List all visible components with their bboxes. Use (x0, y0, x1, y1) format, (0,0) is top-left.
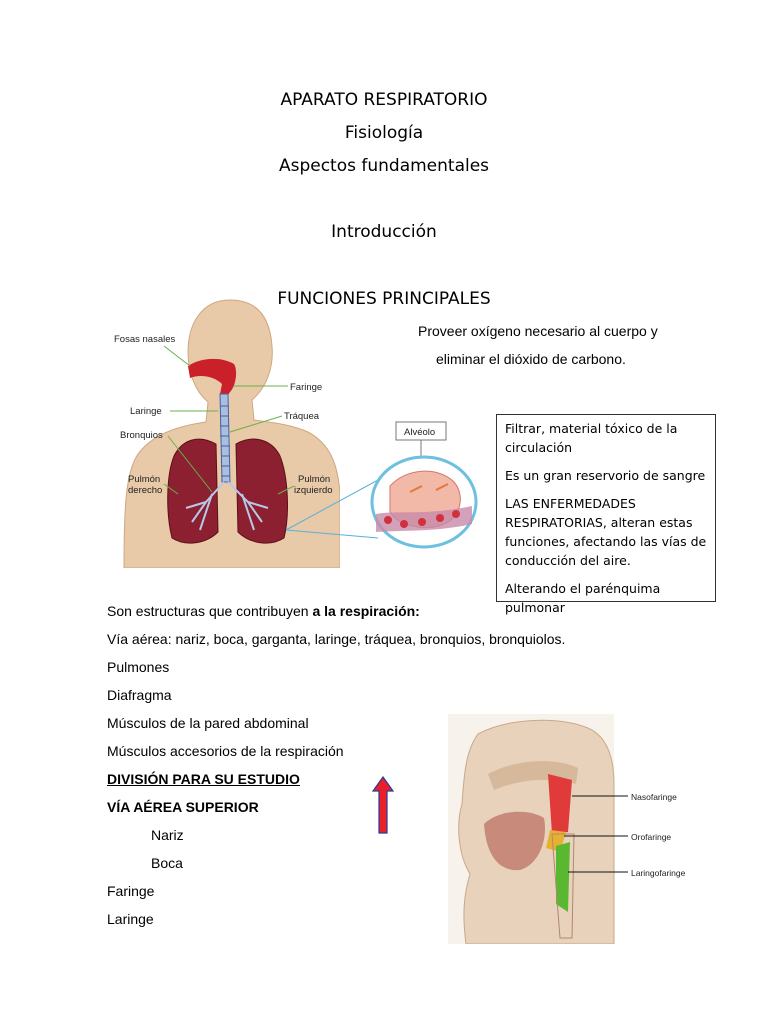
division-heading: DIVISIÓN PARA SU ESTUDIO (107, 771, 300, 787)
section-functions-heading: FUNCIONES PRINCIPALES (277, 289, 491, 309)
list-item: Vía aérea: nariz, boca, garganta, laringe, tráquea, bronquios, bronquiolos. (107, 631, 566, 647)
nasopharynx-region (548, 774, 572, 834)
label-bronquios: Bronquios (120, 430, 163, 441)
label-nasofaringe: Nasofaringe (631, 792, 677, 802)
list-item: Músculos de la pared abdominal (107, 715, 309, 731)
functions-line-2: eliminar el dióxido de carbono. (436, 351, 626, 367)
section-intro-heading: Introducción (331, 222, 437, 242)
functions-line-1: Proveer oxígeno necesario al cuerpo y (418, 323, 658, 339)
right-lung (168, 439, 218, 543)
list-item: Laringe (107, 911, 154, 927)
list-item: Músculos accesorios de la respiración (107, 743, 344, 759)
label-pulmon-izquierdo-1: Pulmón (298, 474, 331, 485)
list-item: Boca (151, 855, 183, 871)
label-faringe: Faringe (290, 382, 323, 393)
upper-airway-heading: VÍA AÉREA SUPERIOR (107, 799, 259, 815)
structures-intro-bold: a la respiración: (312, 603, 420, 619)
label-fosas-nasales: Fosas nasales (114, 334, 176, 345)
structures-intro (107, 603, 420, 619)
label-pulmon-izquierdo-2: izquierdo (294, 485, 333, 496)
list-item: Diafragma (107, 687, 172, 703)
label-traquea: Tráquea (284, 411, 320, 422)
label-pulmon-derecho-2: derecho (128, 485, 163, 496)
label-laringe: Laringe (130, 406, 162, 417)
label-pulmon-derecho-1: Pulmón (128, 474, 161, 485)
list-item: Nariz (151, 827, 184, 843)
doc-subtitle: Fisiología (344, 123, 424, 143)
box-item-reservorio: Es un gran reservorio de sangre (505, 468, 706, 483)
pharynx-figure (448, 714, 692, 944)
list-item: Pulmones (107, 659, 170, 675)
box-item-filtrar: Filtrar, material tóxico de la circulación (505, 421, 678, 455)
box-item-enfermedades: LAS ENFERMEDADES RESPIRATORIAS, alteran estas funciones, afectando las vías de conducción del aire. (505, 496, 707, 568)
left-lung (236, 439, 287, 543)
alveolus-figure (286, 420, 482, 550)
doc-title: APARATO RESPIRATORIO (280, 90, 488, 110)
label-laringofaringe: Laringofaringe (631, 868, 686, 878)
doc-subtitle-2: Aspectos fundamentales (278, 156, 490, 176)
functions-box (496, 414, 716, 615)
structures-intro-prefix: Son estructuras que contribuyen (107, 603, 313, 619)
label-alveolo: Alvéolo (404, 427, 436, 438)
trachea (220, 394, 230, 482)
laryngopharynx-region (556, 842, 570, 912)
label-orofaringe: Orofaringe (631, 832, 672, 842)
list-item: Faringe (107, 883, 155, 899)
box-item-parenquima: Alterando el parénquima pulmonar (505, 581, 661, 615)
up-arrow-icon (372, 776, 394, 834)
